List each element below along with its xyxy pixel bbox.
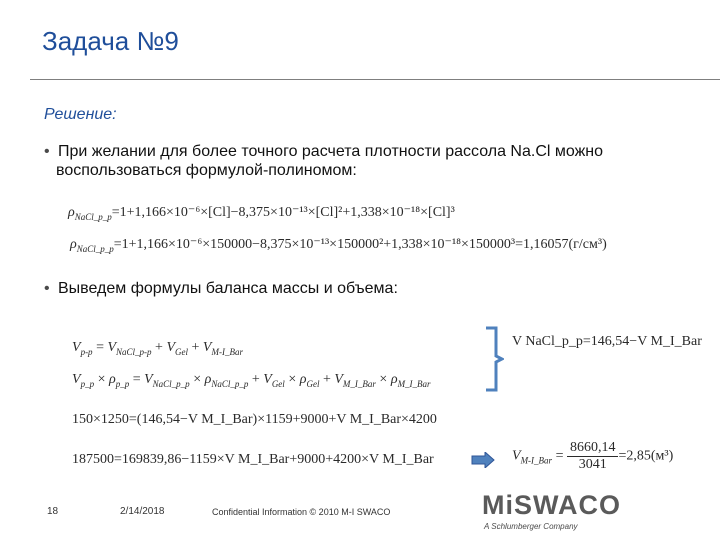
fraction-denominator: 3041 — [578, 457, 607, 472]
bullet-2-text: Выведем формулы баланса массы и объема: — [58, 280, 398, 297]
bullet-dot: • — [44, 143, 50, 160]
slide-date: 2/14/2018 — [120, 506, 165, 517]
formula-density-computed-text: =1+1,166×10⁻⁶×150000−8,375×10⁻¹³×150000²+1,338×10⁻¹⁸×150000³=1,16057(г/см³) — [113, 237, 607, 252]
bracket-shape — [484, 326, 504, 392]
confidential-notice: Confidential Information © 2010 M-I SWACO — [212, 507, 391, 517]
company-logo — [482, 490, 682, 534]
logo-wordmark: MiSWACO — [482, 490, 621, 520]
fraction — [567, 440, 619, 473]
slide-title: Задача №9 — [42, 26, 179, 56]
formula-volume-balance: $V_{p-p} = V_{NaCl\_p-p} + V_{Gel} + V_{M-I\_Bar}$ — [72, 340, 243, 357]
formula-result: =2,85(м³) — [618, 448, 674, 464]
formula-density-general-text: =1+1,166×10⁻⁶×[Cl]−8,375×10⁻¹³×[Cl]²+1,338×10⁻¹⁸×[Cl]³ — [111, 205, 455, 220]
page-number: 18 — [47, 506, 59, 517]
bullet-1-line-1: При желании для более точного расчета плотности рассола Na.Cl можно — [58, 143, 604, 160]
formula-barite-volume: $V_{M-I\_Bar}$ = $\frac{8660,14}{3041}$ =2,85(м³) — [512, 440, 674, 472]
formula-density-computed: $\rho_{NaCl\_p\_p}=1+1,166\times 10^{-6}\times 150000-8,375\times 10^{-13}\times 150000^2+1,338\times 10^{-18}\times 150000^3=1,16057(г/см^3)$ — [70, 237, 607, 254]
formula-mass-balance: $V_{p\_p} \times \rho_{p\_p} = V_{NaCl\_p\_p} \times \rho_{NaCl\_p\_p} + V_{Gel} \times \rho_{Gel} + V_{M\_I\_Bar} \times \rho_{M\_I\_Bar}$ — [72, 372, 431, 389]
logo-tagline: A Schlumberger Company — [484, 522, 578, 531]
formula-expanded: 187500=169839,86−1159×V M_I_Bar+9000+4200×V M_I_Bar — [72, 452, 434, 467]
bullet-dot: • — [44, 280, 50, 297]
formula-density-general: $\rho_{NaCl\_p\_p}=1+1,166\times 10^{-6}\times[Cl]-8,375\times 10^{-13}\times[Cl]^2+1,338\times 10^{-18}\times[Cl]^3$ — [68, 205, 455, 222]
title-divider — [30, 79, 720, 80]
formula-nacl-volume: V NaCl_p_p=146,54−V M_I_Bar — [512, 334, 702, 349]
bullet-1-line-2: воспользоваться формулой-полиномом: — [56, 162, 357, 179]
bullet-2 — [44, 279, 398, 298]
arrow-right-icon — [471, 452, 495, 468]
fraction-numerator: 8660,14 — [567, 440, 619, 457]
solution-heading: Решение: — [44, 106, 117, 123]
bullet-1 — [44, 142, 694, 180]
formula-substitution: 150×1250=(146,54−V M_I_Bar)×1159+9000+V M_I_Bar×4200 — [72, 412, 437, 427]
